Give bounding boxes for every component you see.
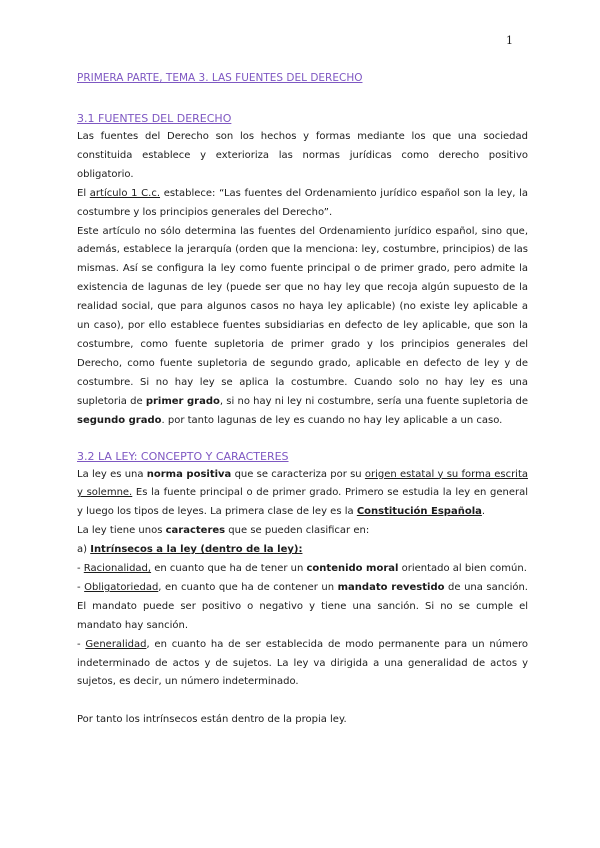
text-run: orientado al bien común. [398,563,527,575]
text-run: Es la fuente principal o de primer grado. Primero se estudia la ley en general y luego los tipos de leyes. La primera clase de ley es la [77,487,529,518]
bold-term: caracteres [165,525,226,537]
page-number: 1 [506,34,513,47]
text-run: , en cuanto ha de ser establecida de modo permanente para un número indeterminado de actos y de sujetos. La ley va dirigida a una generalidad de actos y sujetos, es decir, un número indeterminado. [77,638,528,688]
bold-underlined-term: Constitución Española [356,506,482,518]
bold-term: mandato revestido [337,581,445,593]
text-run: en cuanto que ha de tener un [151,563,307,575]
paragraph-conclusion: Por tanto los intrínsecos están dentro de la propia ley. [77,714,347,726]
paragraph-caracteres [77,522,528,541]
paragraph-article [77,185,528,223]
document-body [77,70,528,730]
bold-term: contenido moral [306,563,399,575]
paragraph-definition: Las fuentes del Derecho son los hechos y formas mediante los que una sociedad constituida establece y exterioriza las normas jurídicas como derecho positivo obligatorio. [77,131,528,180]
underlined-term: Generalidad [85,638,147,650]
text-run: establece: “Las fuentes del Ordenamiento jurídico español son la ley, la costumbre y los principios generales del Derecho”. [77,187,529,218]
bold-underlined-term: Intrínsecos a la ley (dentro de la ley): [90,544,303,556]
text-run: que se pueden clasificar en: [225,525,370,537]
text-run: - [77,581,85,593]
text-run: , en cuanto que ha de contener un [158,581,338,593]
paragraph-ley-concepto [77,466,528,523]
text-run: Este artículo no sólo determina las fuentes del Ordenamiento jurídico español, sino que, además, establece la jerarquía (orden que la menciona: ley, costumbre, principios) de las mismas. Así se configura la ley como fuente principal o de primer grado, pero admite la existencia de lagunas de ley (puede ser que no hay ley que recoja algún supuesto de la realidad social, que para algunos casos no haya ley aplicable) (no existe ley aplicable a un caso), por ello establece fuentes subsidiarias en defecto de ley aplicable, que son la costumbre, como fuente supletoria de primer grado y los principios generales del Derecho, como fuente supletoria de segundo grado, aplicable en defecto de ley y de costumbre. Si no hay ley se aplica la costumbre. Cuando solo no hay ley es una supletoria de [77,225,528,407]
text-run: El [77,187,90,199]
text-run: - [77,563,84,575]
list-item-generalidad [77,636,528,693]
text-run: . [481,506,486,518]
text-run: que se caracteriza por su [231,468,365,480]
document-title: PRIMERA PARTE, TEMA 3. LAS FUENTES DEL DERECHO [77,72,363,84]
list-item-obligatoriedad [77,579,528,636]
text-run: a) [77,544,91,556]
text-run: . por tanto lagunas de ley es cuando no hay ley aplicable a un caso. [161,414,503,426]
text-run: de una sanción. El mandato puede ser positivo o negativo y tiene una sanción. Si no se cumple el mandato hay sanción. [77,581,528,631]
list-item-racionalidad [77,560,528,579]
bold-term: primer grado [145,395,220,407]
section-heading-ley: 3.2 LA LEY: CONCEPTO Y CARACTERES [77,449,289,463]
article-reference: artículo 1 C.c. [89,187,161,199]
text-run: La ley es una [77,468,147,480]
text-run: La ley tiene unos [77,525,166,537]
underlined-term: origen estatal y su forma escrita y solemne. [77,468,529,499]
bold-term: norma positiva [146,468,232,480]
bold-term: segundo grado [77,414,162,426]
text-run: - [77,638,86,650]
text-run: , si no hay ni ley ni costumbre, sería una fuente supletoria de [219,395,528,407]
paragraph-hierarchy [77,223,528,431]
list-heading-intrinsecos [77,541,528,560]
section-heading-fuentes: 3.1 FUENTES DEL DERECHO [77,112,232,125]
underlined-term: Obligatoriedad [84,581,159,593]
underlined-term: Racionalidad, [83,563,152,575]
